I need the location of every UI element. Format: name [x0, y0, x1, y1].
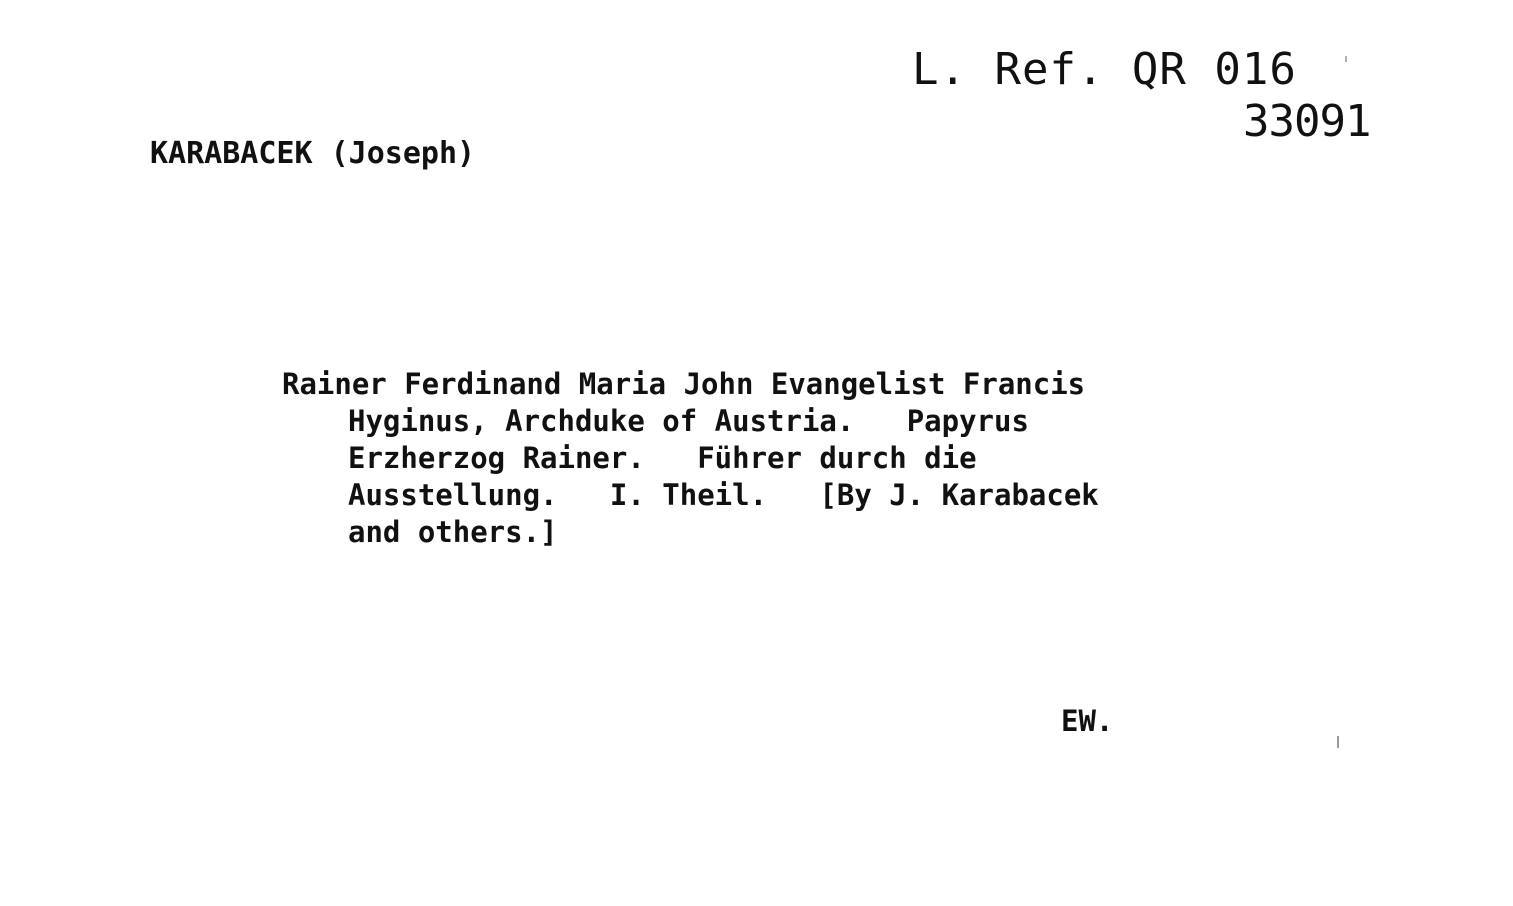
- scan-artifact: [1345, 56, 1347, 62]
- entry-line: Ausstellung. I. Theil. [By J. Karabacek: [348, 478, 1099, 512]
- shelfmark-reference: L. Ref. QR 016: [912, 44, 1297, 95]
- shelfmark-number: 33091: [1243, 96, 1371, 147]
- author-heading: KARABACEK (Joseph): [150, 136, 476, 171]
- bibliographic-entry: [282, 366, 1292, 551]
- cataloguer-initials: EW.: [1061, 704, 1114, 738]
- entry-line: Hyginus, Archduke of Austria. Papyrus: [348, 404, 1029, 438]
- entry-line: Rainer Ferdinand Maria John Evangelist Francis: [282, 367, 1086, 401]
- scan-artifact: [1337, 736, 1339, 748]
- entry-line: and others.]: [348, 515, 558, 549]
- entry-line: Erzherzog Rainer. Führer durch die: [348, 441, 977, 475]
